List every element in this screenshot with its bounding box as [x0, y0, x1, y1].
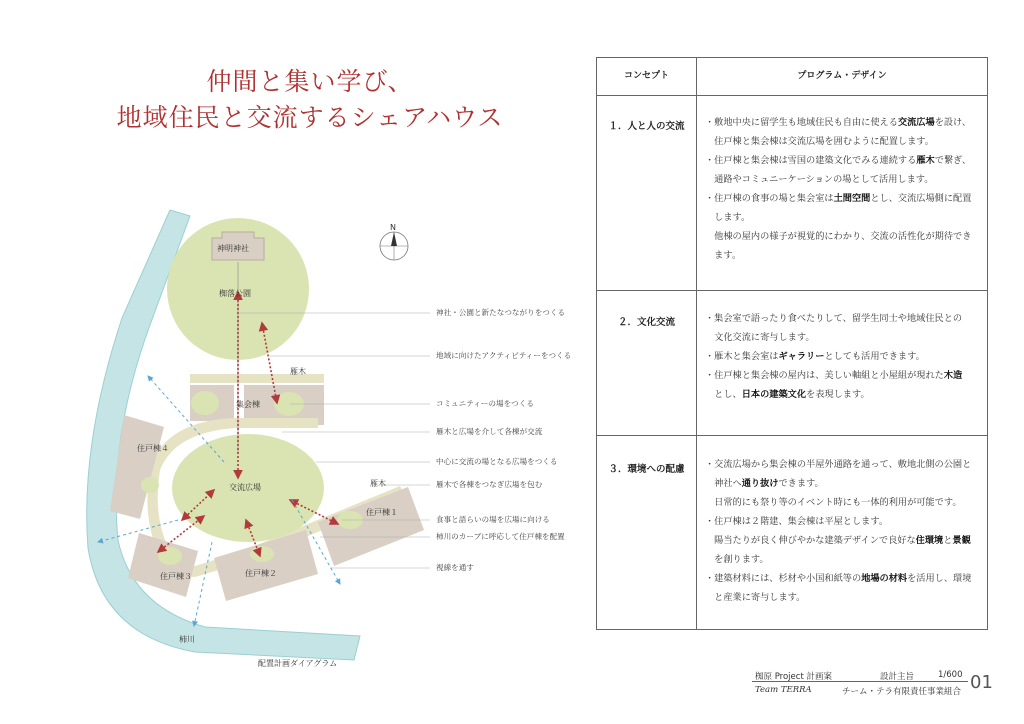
emphasis-term: 土間空間: [833, 193, 871, 204]
line-text: ます。: [705, 250, 742, 261]
line-text: で繋ぎ、: [934, 155, 972, 166]
diagram-caption: 配置計画ダイアグラム: [258, 659, 338, 668]
emphasis-term: 通り抜け: [741, 478, 779, 489]
house2-building: [214, 530, 318, 601]
emphasis-term: 景観: [952, 535, 971, 546]
label-gangi-top: 雁木: [290, 367, 306, 376]
row-body-2: [705, 309, 979, 404]
annotation-8: 柿川のカーブに呼応して住戸棟を配置: [436, 532, 565, 541]
row-title-2: ２．文化交流: [617, 317, 675, 328]
row-body-3: [705, 455, 979, 607]
program-line: [705, 170, 979, 189]
annotation-4: 雁木と広場を介して各棟が交流: [436, 427, 543, 436]
label-house3: 住戸棟３: [160, 572, 192, 581]
program-line: [705, 309, 979, 328]
north-compass-icon: [380, 232, 408, 260]
line-text: できます。: [778, 478, 824, 489]
annotation-3: コミュニティーの場をつくる: [436, 399, 534, 408]
footer-project: 椥原 Project 計画案: [755, 672, 832, 682]
header-program-design: プログラム・デザイン: [697, 58, 987, 96]
program-line: [705, 347, 979, 366]
program-line: [705, 113, 979, 132]
line-text: を創ります。: [705, 554, 769, 565]
program-line: [705, 385, 979, 404]
compass-north-label: N: [390, 223, 396, 232]
line-text: としても活用できます。: [824, 351, 925, 362]
footer-role: 設計主旨: [880, 672, 915, 682]
program-line: [705, 512, 979, 531]
line-text: と: [943, 535, 953, 546]
label-plaza: 交流広場: [229, 483, 261, 492]
table-row-1: [597, 95, 987, 291]
line-text: を活用し、環境: [907, 573, 972, 584]
label-community-hall: 集会棟: [236, 400, 260, 409]
label-house2: 住戸棟２: [245, 569, 277, 578]
label-park: 椥落公園: [219, 289, 251, 298]
program-line: [705, 227, 979, 246]
table-row-3: [597, 435, 987, 630]
program-line: [705, 132, 979, 151]
line-text: 日常的にも祭り等のイベント時にも一体的利用が可能です。: [705, 497, 962, 508]
row-title-3: ３．環境への配慮: [608, 464, 685, 475]
line-text: ・住戸棟と集会棟の屋内は、美しい軸組と小屋組が現れた: [705, 370, 944, 381]
annotation-6: 雁木で各棟をつなぎ広場を包む: [436, 480, 543, 489]
program-line: [705, 474, 979, 493]
program-line: [705, 151, 979, 170]
footer-org: チーム・テラ有限責任事業組合: [842, 687, 962, 697]
emphasis-term: ギャラリー: [778, 351, 825, 362]
annotation-5: 中心に交流の場となる広場をつくる: [436, 457, 558, 466]
page-title-line1: 仲間と集い学び、: [206, 67, 414, 96]
program-line: [705, 493, 979, 512]
line-text: ・雁木と集会室は: [705, 351, 779, 362]
footer-team: Team TERRA: [755, 685, 812, 695]
label-house1: 住戸棟１: [366, 508, 398, 517]
line-text: ・建築材料には、杉材や小国和紙等の: [705, 573, 862, 584]
line-text: とし、交流広場側に配置: [870, 193, 972, 204]
header-concept: コンセプト: [597, 58, 696, 96]
emphasis-term: 地場の材料: [861, 573, 908, 584]
program-line: [705, 455, 979, 474]
line-text: を表現します。: [806, 389, 870, 400]
program-line: [705, 588, 979, 607]
page-number: 01: [970, 672, 993, 693]
footer-scale: 1/600: [938, 670, 963, 680]
line-text: ・敷地中央に留学生も地域住民も自由に使える: [705, 117, 898, 128]
program-line: [705, 328, 979, 347]
line-text: 通路やコミュニーケーションの場として活用します。: [705, 174, 934, 185]
emphasis-term: 交流広場: [897, 117, 935, 128]
program-line: [705, 569, 979, 588]
program-line: [705, 246, 979, 265]
annotation-7: 食事と語らいの場を広場に向ける: [436, 515, 550, 524]
row-body-1: [705, 113, 979, 265]
label-shrine: 神明神社: [217, 244, 249, 253]
line-text: を設け、: [934, 117, 972, 128]
program-line: [705, 366, 979, 385]
line-text: 陽当たりが良く伸びやかな建築デザインで良好な: [705, 535, 916, 546]
line-text: ・交流広場から集会棟の半屋外通路を通って、敷地北側の公園と: [705, 459, 972, 470]
label-gangi-right: 雁木: [370, 479, 386, 488]
line-text: 他棟の屋内の様子が視覚的にわかり、交流の活性化が期待でき: [705, 231, 972, 242]
annotation-1: 神社・公園と新たなつながりをつくる: [436, 308, 566, 317]
label-house4: 住戸棟４: [137, 444, 169, 453]
line-text: ・集会室で語ったり食べたりして、留学生同士や地域住民との: [705, 313, 963, 324]
line-text: 神社へ: [705, 478, 742, 489]
line-text: 文化交流に寄与します。: [705, 332, 815, 343]
program-line: [705, 189, 979, 208]
line-text: とし、: [705, 389, 742, 400]
emphasis-term: 木造: [943, 370, 963, 381]
line-text: 住戸棟と集会棟は交流広場を囲むように配置します。: [705, 136, 934, 147]
emphasis-term: 雁木: [916, 155, 935, 166]
line-text: ・住戸棟の食事の場と集会室は: [705, 193, 834, 204]
program-line: [705, 531, 979, 550]
emphasis-term: 日本の建築文化: [741, 389, 807, 400]
line-text: ・住戸棟と集会棟は雪国の建築文化でみる連続する: [705, 155, 917, 166]
annotation-9: 視線を通す: [436, 563, 474, 572]
program-line: [705, 550, 979, 569]
table-row-2: [597, 290, 987, 436]
emphasis-term: 住環境: [915, 535, 944, 546]
concept-table: [596, 57, 988, 630]
line-text: と産業に寄与します。: [705, 592, 806, 603]
line-text: ・住戸棟は２階建、集会棟は平屋とします。: [705, 516, 889, 527]
annotation-2: 地域に向けたアクティビティーをつくる: [436, 351, 572, 360]
line-text: します。: [705, 212, 751, 223]
row-title-1: １．人と人の交流: [608, 121, 685, 132]
page-title-line2: 地域住民と交流するシェアハウス: [116, 103, 504, 132]
program-line: [705, 208, 979, 227]
label-river: 柿川: [179, 635, 195, 644]
